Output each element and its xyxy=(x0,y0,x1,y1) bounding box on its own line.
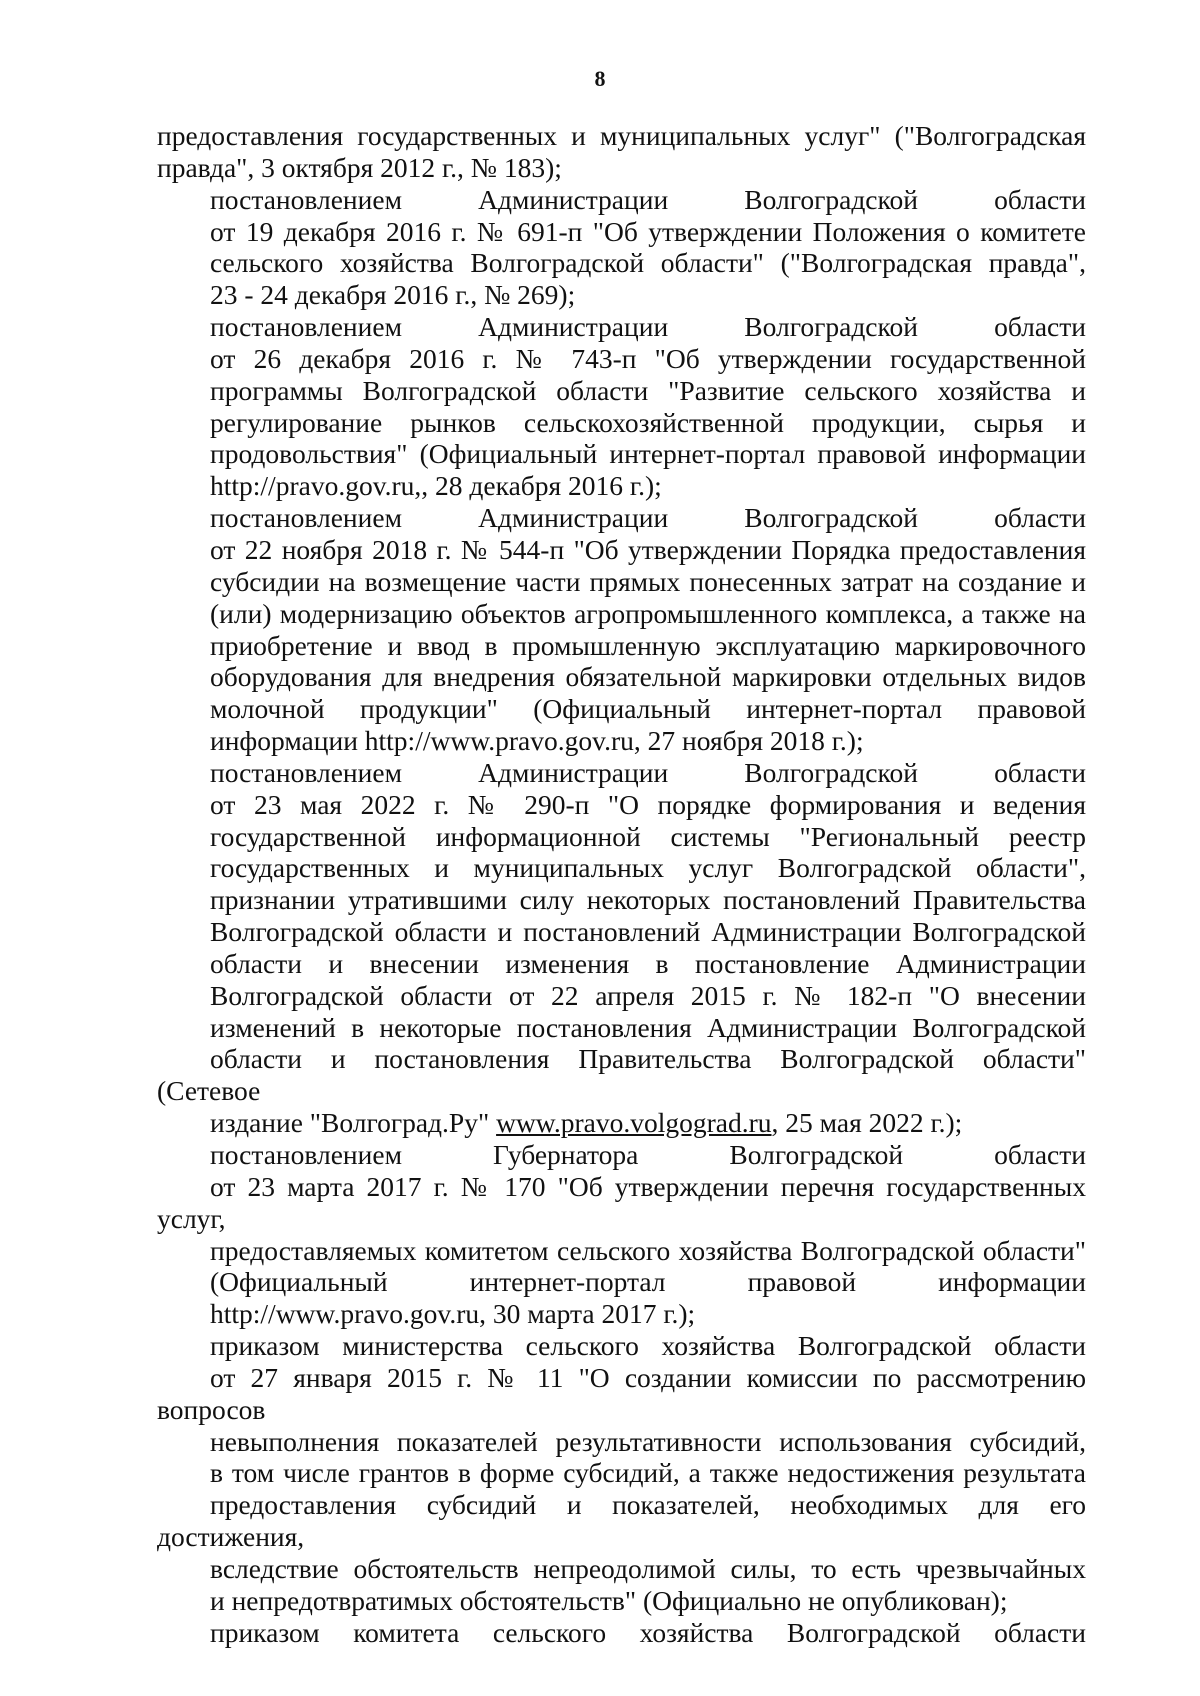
text-line: изменений в некоторые постановления Администрации Волгоградской xyxy=(210,1011,1086,1043)
text-line: от 27 января 2015 г. № 11 "О создании комиссии по рассмотрению вопросов xyxy=(157,1361,1086,1425)
text-line: от 23 марта 2017 г. № 170 "Об утверждении перечня государственных услуг, xyxy=(157,1170,1086,1234)
text-line: от 26 декабря 2016 г. № 743-п "Об утверждении государственной xyxy=(210,342,1086,374)
text-line: приказом министерства сельского хозяйства Волгоградской области xyxy=(210,1330,1086,1362)
text-line: информации http://www.pravo.gov.ru, 27 ноября 2018 г.); xyxy=(210,725,864,757)
text-line: признании утратившими силу некоторых постановлений Правительства xyxy=(210,884,1086,916)
paragraph xyxy=(157,311,1086,502)
text-line: программы Волгоградской области "Развитие сельского хозяйства и xyxy=(210,374,1086,406)
text-line: постановлением Администрации Волгоградской области xyxy=(210,502,1086,534)
text-line: правда", 3 октября 2012 г., № 183); xyxy=(157,151,562,183)
paragraph xyxy=(157,757,1086,1139)
text-line: http://pravo.gov.ru,, 28 декабря 2016 г.); xyxy=(210,470,662,502)
text-line: постановлением Администрации Волгоградской области xyxy=(210,756,1086,788)
paragraph xyxy=(157,1139,1086,1330)
paragraph xyxy=(157,1330,1086,1617)
text-line: области и постановления Правительства Волгоградской области" (Сетевое xyxy=(157,1043,1086,1107)
text-line: от 19 декабря 2016 г. № 691-п "Об утверждении Положения о комитете xyxy=(210,215,1086,247)
text-line: предоставления государственных и муниципальных услуг" ("Волгоградская xyxy=(157,120,1086,151)
text-line: регулирование рынков сельскохозяйственной продукции, сырья и xyxy=(210,406,1086,438)
text-line: предоставления субсидий и показателей, необходимых для его достижения, xyxy=(157,1489,1086,1553)
text-fragment: , 25 мая 2022 г.); xyxy=(771,1107,963,1139)
text-line: и непредотвратимых обстоятельств" (Официально не опубликован); xyxy=(210,1584,1008,1616)
text-line: государственных и муниципальных услуг Волгоградской области", xyxy=(210,852,1086,884)
paragraph xyxy=(157,1617,1086,1649)
text-line: 23 - 24 декабря 2016 г., № 269); xyxy=(210,279,576,311)
text-line: (или) модернизацию объектов агропромышленного комплекса, а также на xyxy=(210,597,1086,629)
text-line: Волгоградской области от 22 апреля 2015 г. № 182-п "О внесении xyxy=(210,979,1086,1011)
text-line xyxy=(157,1107,1086,1139)
text-line: в том числе грантов в форме субсидий, а также недостижения результата xyxy=(210,1457,1086,1489)
page-number: 8 xyxy=(594,66,606,91)
website-link[interactable]: www.pravo.volgograd.ru xyxy=(496,1107,772,1139)
text-line: сельского хозяйства Волгоградской области" ("Волгоградская правда", xyxy=(210,247,1086,279)
text-line: невыполнения показателей результативности использования субсидий, xyxy=(210,1425,1086,1457)
document-body xyxy=(157,120,1086,1649)
text-line: приобретение и ввод в промышленную эксплуатацию маркировочного xyxy=(210,629,1086,661)
text-line: от 23 мая 2022 г. № 290-п "О порядке формирования и ведения xyxy=(210,788,1086,820)
text-line: http://www.pravo.gov.ru, 30 марта 2017 г.); xyxy=(210,1298,696,1330)
text-line: продовольствия" (Официальный интернет-портал правовой информации xyxy=(210,438,1086,470)
text-line: оборудования для внедрения обязательной маркировки отдельных видов xyxy=(210,661,1086,693)
paragraph xyxy=(157,502,1086,757)
text-line: вследствие обстоятельств непреодолимой силы, то есть чрезвычайных xyxy=(210,1552,1086,1584)
text-line: приказом комитета сельского хозяйства Волгоградской области xyxy=(210,1616,1086,1648)
text-line: молочной продукции" (Официальный интернет-портал правовой xyxy=(210,693,1086,725)
text-line: области и внесении изменения в постановление Администрации xyxy=(210,947,1086,979)
text-line: Волгоградской области и постановлений Администрации Волгоградской xyxy=(210,916,1086,948)
paragraph xyxy=(157,120,1086,184)
text-line: от 22 ноября 2018 г. № 544-п "Об утверждении Порядка предоставления xyxy=(210,533,1086,565)
text-line: постановлением Губернатора Волгоградской области xyxy=(210,1139,1086,1170)
text-line: постановлением Администрации Волгоградской области xyxy=(210,183,1086,215)
text-line: государственной информационной системы "Региональный реестр xyxy=(210,820,1086,852)
text-line: предоставляемых комитетом сельского хозяйства Волгоградской области" xyxy=(210,1234,1086,1266)
text-line: (Официальный интернет-портал правовой информации xyxy=(210,1266,1086,1298)
text-line: субсидии на возмещение части прямых понесенных затрат на создание и xyxy=(210,565,1086,597)
paragraph xyxy=(157,184,1086,311)
text-fragment: издание "Волгоград.Ру" xyxy=(210,1107,497,1139)
text-line: постановлением Администрации Волгоградской области xyxy=(210,311,1086,343)
